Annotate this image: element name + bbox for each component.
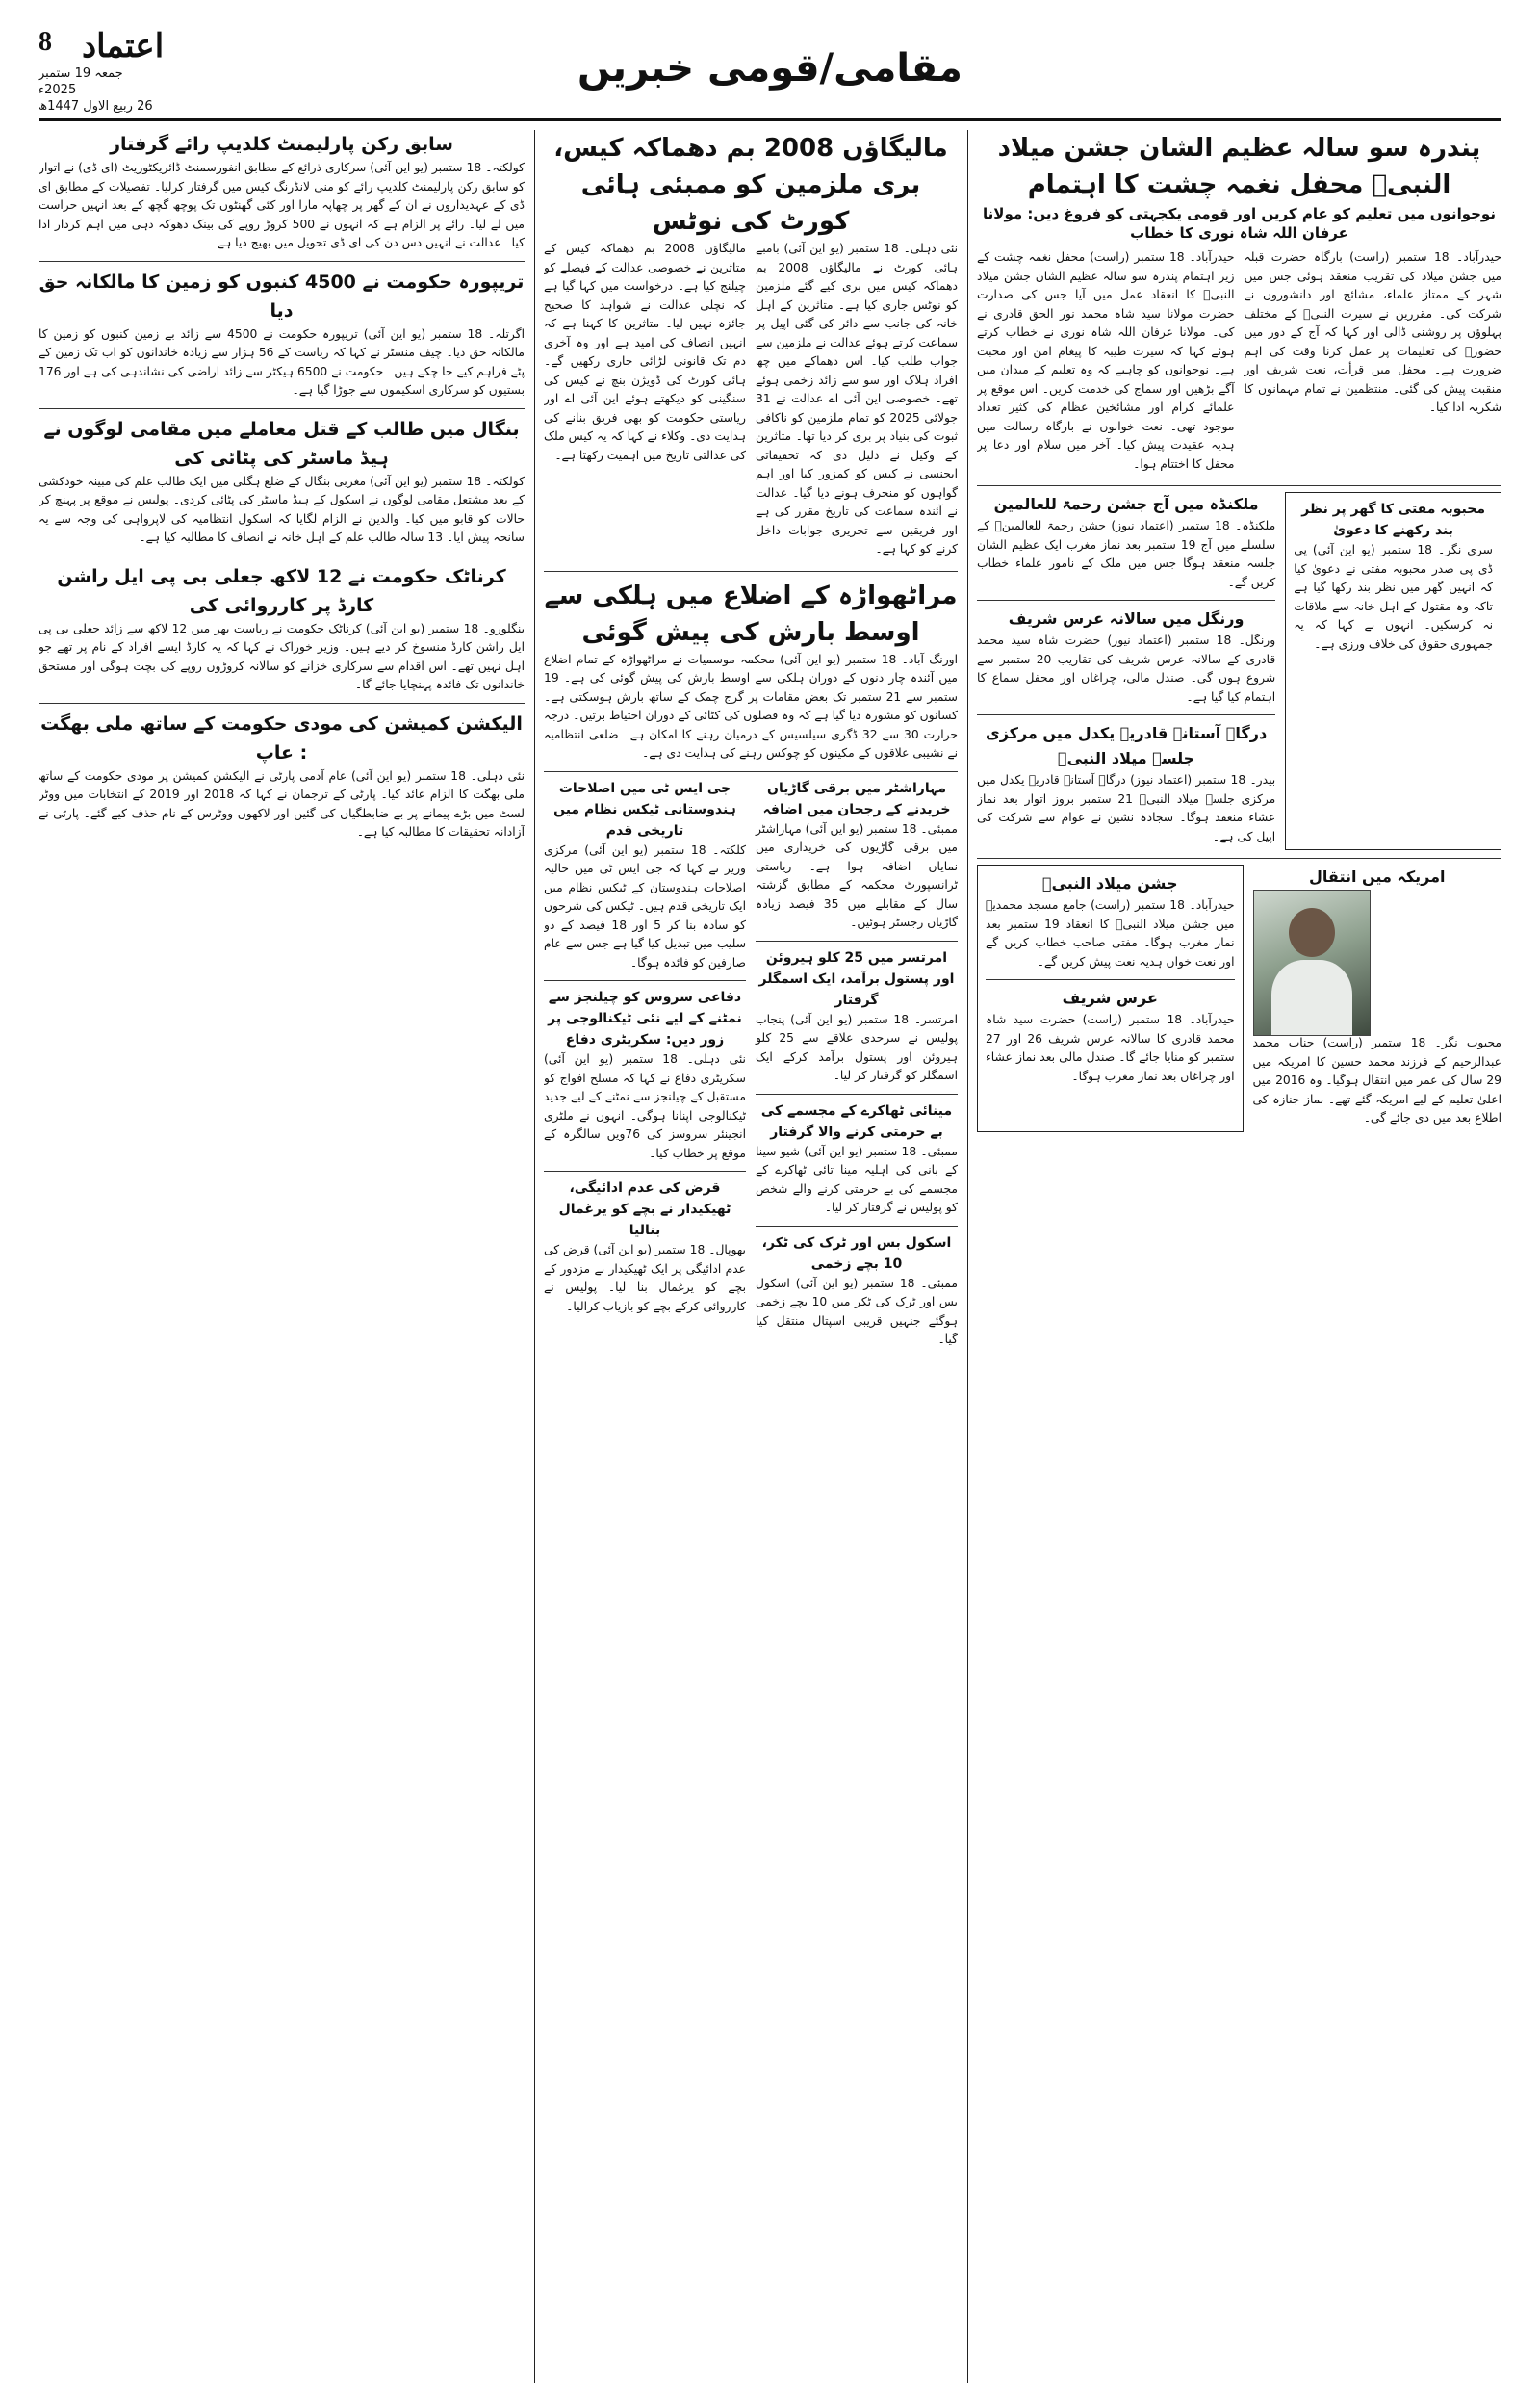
headline: مراٹھواڑہ کے اضلاع میں ہلکی سے اوسط بارش کی پیش گوئی — [544, 581, 958, 647]
article-body: بیدر۔ 18 ستمبر (اعتماد نیوز) درگاہ آستانہ قادریہ یکدل میں مرکزی جلسہ میلاد النبیؐ 21 ستمبر بروز اتوار بعد نماز عشاء منعقد ہوگا۔ سجادہ نشین نے عوام سے شرکت کی اپیل کی ہے۔ — [977, 773, 1276, 843]
article-body: بھوپال۔ 18 ستمبر (یو این آئی) قرض کی عدم ادائیگی پر ایک ٹھیکیدار نے مزدور کے بچے کو یرغمال بنا لیا۔ پولیس نے کارروائی کرکے بچے کو بازیاب کرالیا۔ — [544, 1243, 746, 1313]
article-body: ملکنڈہ۔ 18 ستمبر (اعتماد نیوز) جشن رحمۃ للعالمینؐ کے سلسلے میں آج 19 ستمبر بعد نماز مغرب ایک عظیم الشان جلسہ منعقد ہوگا جس میں ملک کے نامور علماء خطاب کریں گے۔ — [977, 519, 1276, 589]
article-body: حیدرآباد۔ 18 ستمبر (راست) حضرت سید شاہ محمد قادری کا سالانہ عرس شریف 26 اور 27 ستمبر کو منایا جائے گا۔ صندل مالی بعد نماز عشاء اور چراغاں بعد نماز مغرب ہوگا۔ — [986, 1013, 1235, 1083]
divider — [544, 1171, 746, 1172]
article-body: حیدرآباد۔ 18 ستمبر (راست) محفل نغمہ چشت کے زیر اہتمام پندرہ سو سالہ عظیم الشان جشن میلاد النبیؐ کا انعقاد عمل میں آیا جس کی صدارت حضرت مولانا سید شاہ محمد نور الحق قادری نے کی۔ مولانا عرفان اللہ شاہ نوری نے خطاب کرتے ہوئے کہا کہ سیرت طیبہ کا پیغام امن اور محبت ہے۔ نوجوانوں کو چاہیے کہ وہ تعلیم کے میدان میں آگے بڑھیں اور سماج کی خدمت کریں۔ اس موقع پر علمائے کرام اور مشائخین عظام کی کثیر تعداد موجود تھی۔ نعت خوانوں نے بارگاہ رسالت میں ہدیہ عقیدت پیش کیا۔ آخر میں سلام اور دعا پر محفل کا اختتام ہوا۔ — [977, 250, 1235, 471]
photo-body — [1271, 960, 1352, 1036]
short-news-grid — [977, 492, 1502, 850]
column-rule — [534, 130, 535, 2383]
headline: جشن میلاد النبیؐ — [1042, 874, 1178, 893]
headline: امرتسر میں 25 کلو ہیروئن اور پستول برآمد، ایک اسمگلر گرفتار — [758, 949, 955, 1008]
boxed-news — [1285, 492, 1502, 850]
article-body: اگرتلہ۔ 18 ستمبر (یو این آئی) تریپورہ حکومت نے 4500 سے زائد بے زمین کنبوں کو زمین کا مالکانہ حق دیا۔ چیف منسٹر نے کہا کہ ریاست کے 56 ہزار سے زیادہ خاندانوں کو اب تک زمین کے پٹے فراہم کیے جا چکے ہیں۔ حکومت نے 6500 ہیکٹر سے زائد اراضی کی نشاندہی کی ہے اور 176 بستیوں کو سرکاری اسکیموں سے جوڑا گیا ہے۔ — [38, 326, 525, 397]
article-body: نئی دہلی۔ 18 ستمبر (یو این آئی) عام آدمی پارٹی نے الیکشن کمیشن پر مودی حکومت کے ساتھ ملی بھگت کا الزام عائد کیا۔ پارٹی کے ترجمان نے کہا کہ 2018 اور 2019 کے انتخابات میں ووٹر لسٹ میں بڑے پیمانے پر بے ضابطگیاں کی گئیں اور لاکھوں ووٹرس کے نام حذف کیے گئے۔ پارٹی نے آزادانہ تحقیقات کا مطالبہ کیا ہے۔ — [38, 768, 525, 839]
article-body: کولکتہ۔ 18 ستمبر (یو این آئی) مغربی بنگال کے ضلع ہگلی میں ایک طالب علم کی مبینہ خودکشی کے بعد مشتعل مقامی لوگوں نے اسکول کے ہیڈ ماسٹر کی پٹائی کردی۔ پولیس نے موقع پر پہنچ کر حالات کو قابو میں کیا۔ والدین نے الزام لگایا کہ اسکول انتظامیہ کی لاپرواہی کی وجہ سے یہ سانحہ پیش آیا۔ 13 سالہ طالب علم کے اہل خانہ نے انصاف کا مطالبہ کیا ہے۔ — [38, 474, 525, 544]
masthead — [38, 27, 1502, 121]
headline: تریپورہ حکومت نے 4500 کنبوں کو زمین کا مالکانہ حق دیا — [38, 271, 525, 322]
divider — [986, 979, 1235, 980]
column-right — [977, 130, 1502, 2383]
section-title: مقامی/قومی خبریں — [578, 46, 962, 91]
headline: مہاراشٹر میں برقی گاڑیاں خریدنے کے رجحان میں اضافہ — [762, 780, 951, 817]
article-body: نئی دہلی۔ 18 ستمبر (یو این آئی) بامبے ہائی کورٹ نے مالیگاؤں 2008 بم دھماکہ کیس میں بری کیے گئے ملزمین کو نوٹس جاری کیا ہے۔ متاثرین کے اہل خانہ کی جانب سے دائر کی گئی اپیل پر سماعت کرتے ہوئے عدالت نے ملزمین سے جواب طلب کیا۔ اس دھماکے میں چھ افراد ہلاک اور سو سے زائد زخمی ہوئے تھے۔ خصوصی این آئی اے عدالت نے 31 جولائی 2025 کو تمام ملزمین کو ناکافی ثبوت کی بنیاد پر بری کر دیا تھا۔ متاثرین کے وکیل نے دلیل دی کہ تحقیقاتی ایجنسی نے کیس کو کمزور کیا اور اہم گواہوں کو منحرف ہونے دیا گیا۔ عدالت نے آئندہ سماعت کی تاریخ مقرر کی ہے اور فریقین سے تحریری جوابات داخل کرنے کو کہا ہے۔ — [756, 242, 958, 556]
boxed-news — [977, 865, 1244, 1132]
divider — [544, 771, 958, 772]
news-stack — [977, 492, 1275, 850]
article-body: محبوب نگر۔ 18 ستمبر (راست) جناب محمد عبدالرحیم کے فرزند محمد حسین کا امریکہ میں 29 سال کی عمر میں انتقال ہوگیا۔ وہ 2016 میں اعلیٰ تعلیم کے لیے امریکہ گئے تھے۔ نماز جنازہ کی اطلاع بعد میں دی جائے گی۔ — [1252, 1036, 1502, 1125]
newspaper-logo: اعتماد — [82, 27, 165, 65]
headline: ورنگل میں سالانہ عرس شریف — [1008, 609, 1245, 628]
divider — [38, 261, 525, 262]
date-hijri: 26 ربیع الاول 1447ھ — [38, 99, 153, 114]
headline: اسکول بس اور ٹرک کی ٹکر، 10 بچے زخمی — [761, 1234, 952, 1272]
headline-lead: پندرہ سو سالہ عظیم الشان جشن میلاد النبیؐ محفل نغمہ چشت کا اہتمام — [997, 134, 1481, 199]
date-gregorian: جمعہ 19 ستمبر 2025ء — [38, 66, 123, 97]
headline: سابق رکن پارلیمنٹ کلدیپ رائے گرفتار — [110, 134, 453, 155]
article-body: حیدرآباد۔ 18 ستمبر (راست) جامع مسجد محمدیہ میں جشن میلاد النبیؐ کا انعقاد 19 ستمبر بعد نماز مغرب ہوگا۔ مفتی صاحب خطاب کریں گے اور نعت خواں ہدیہ نعت پیش کریں گے۔ — [986, 898, 1235, 969]
divider — [977, 600, 1275, 601]
article-body: ورنگل۔ 18 ستمبر (اعتماد نیوز) حضرت شاہ سید محمد قادری کے سالانہ عرس شریف کی تقاریب 20 ستمبر سے شروع ہوں گی۔ صندل مالی، چراغاں اور محفل سماع کا اہتمام کیا گیا ہے۔ — [977, 634, 1276, 704]
article-body: اورنگ آباد۔ 18 ستمبر (یو این آئی) محکمہ موسمیات نے مراٹھواڑہ کے تمام اضلاع میں آئندہ چار دنوں کے دوران ہلکی سے اوسط بارش کی پیش گوئی کی ہے۔ 19 ستمبر سے 21 ستمبر تک بعض مقامات پر گرج چمک کے ساتھ بارش ہوسکتی ہے۔ کسانوں کو مشورہ دیا گیا ہے کہ وہ فصلوں کی کٹائی کے دوران احتیاط برتیں۔ درجہ حرارت 30 سے 32 ڈگری سیلسیس کے درمیان رہنے کا امکان ہے۔ ضلعی انتظامیہ نے نشیبی علاقوں کے مکینوں کو چوکس رہنے کی ہدایت دی ہے۔ — [544, 652, 958, 760]
divider — [977, 858, 1502, 859]
photo-head — [1289, 908, 1335, 957]
headline-lead: مالیگاؤں 2008 بم دھماکہ کیس، بری ملزمین کو ممبئی ہائی کورٹ کی نوٹس — [553, 134, 948, 236]
article-body: کولکتہ۔ 18 ستمبر (یو این آئی) سرکاری ذرائع کے مطابق انفورسمنٹ ڈائریکٹوریٹ (ای ڈی) نے اتوار کو سابق رکن پارلیمنٹ کلدیپ رائے کو منی لانڈرنگ کیس میں گرفتار کرلیا۔ تفصیلات کے مطابق ای ڈی کے عہدیداروں نے ان کے گھر پر چھاپہ مارا اور کئی گھنٹوں تک پوچھ گچھ کے بعد انہیں حراست میں لے لیا۔ رائے پر الزام ہے کہ انہوں نے 500 کروڑ روپے کی بینک دھوکہ دہی میں اہم کردار ادا کیا۔ عدالت نے انہیں دس دن کی ای ڈی تحویل میں بھیج دیا ہے۔ — [38, 161, 525, 249]
two-column-body — [977, 248, 1502, 478]
column-rule — [967, 130, 968, 2383]
article-body: ممبئی۔ 18 ستمبر (یو این آئی) مہاراشٹر میں برقی گاڑیوں کی خریداری میں نمایاں اضافہ ہوا ہے۔ ریاستی ٹرانسپورٹ محکمہ کے مطابق گزشتہ سال کے مقابلے میں 35 فیصد زیادہ گاڑیاں رجسٹر ہوئیں۔ — [756, 821, 958, 929]
divider — [977, 714, 1275, 715]
portrait-photo — [1253, 890, 1371, 1036]
headline: ملکنڈہ میں آج جشن رحمۃ للعالمین — [993, 495, 1259, 513]
article-body: ممبئی۔ 18 ستمبر (یو این آئی) شیو سینا کے بانی کی اہلیہ مینا تائی ٹھاکرے کے مجسمے کی بے حرمتی کرنے والے شخص کو پولیس نے گرفتار کر لیا۔ — [756, 1144, 958, 1214]
subheadline: نوجوانوں میں تعلیم کو عام کریں اور قومی یکجہتی کو فروغ دیں: مولانا عرفان اللہ شاہ نوری کا خطاب — [983, 205, 1496, 242]
headline: مینائی ٹھاکرے کے مجسمے کی بے حرمتی کرنے والا گرفتار — [760, 1102, 953, 1140]
short-news-grid — [544, 778, 958, 1354]
divider — [38, 703, 525, 704]
divider — [38, 408, 525, 409]
headline: قرض کی عدم ادائیگی، ٹھیکیدار نے بچے کو یرغمال بنالیا — [558, 1180, 732, 1238]
news-stack — [756, 778, 958, 1354]
photo-frame — [1253, 890, 1502, 1034]
news-stack — [544, 778, 746, 1354]
headline: درگاہ آستانہ قادریہ یکدل میں مرکزی جلسہ میلاد النبیؐ — [986, 724, 1268, 767]
headline: محبوبہ مفتی کا گھر پر نظر بند رکھنے کا دعویٰ — [1301, 502, 1485, 538]
article-body: بنگلورو۔ 18 ستمبر (یو این آئی) کرناٹک حکومت نے ریاست بھر میں 12 لاکھ سے زائد جعلی بی پی ایل راشن کارڈ منسوخ کر دیے ہیں۔ وزیر خوراک نے کہا کہ یہ کارڈ ایسے افراد کے نام پر تھے جو اہل نہیں تھے۔ اس اقدام سے سرکاری خزانے کو سالانہ کروڑوں روپے کی بچت ہوگی اور مستحق خاندانوں تک فائدہ پہنچایا جائے گا۔ — [38, 621, 525, 691]
article-body: امرتسر۔ 18 ستمبر (یو این آئی) پنجاب پولیس نے سرحدی علاقے سے 25 کلو ہیروئن اور پستول برآمد کرکے ایک اسمگلر کو گرفتار کر لیا۔ — [756, 1012, 958, 1082]
divider — [756, 1094, 958, 1095]
article-body: سری نگر۔ 18 ستمبر (یو این آئی) پی ڈی پی صدر محبوبہ مفتی نے دعویٰ کیا کہ انہیں گھر میں نظر بند رکھا گیا ہے تاکہ وہ مقتول کے اہل خانہ سے ملاقات نہ کرسکیں۔ انہوں نے کہا کہ یہ جمہوری حقوق کی خلاف ورزی ہے۔ — [1294, 543, 1493, 651]
two-column-body — [544, 240, 958, 563]
article-body: نئی دہلی۔ 18 ستمبر (یو این آئی) سکریٹری دفاع نے کہا کہ مسلح افواج کو مستقبل کے چیلنجز سے نمٹنے کے لیے جدید ٹیکنالوجی اپنانا ہوگی۔ انہوں نے ملٹری انجینئر سروسز کی 76ویں سالگرہ کے موقع پر خطاب کیا۔ — [544, 1052, 746, 1160]
headline: دفاعی سروس کو چیلنجز سے نمٹنے کے لیے نئی ٹیکنالوجی پر زور دیں: سکریٹری دفاع — [548, 990, 742, 1048]
headline: الیکشن کمیشن کی مودی حکومت کے ساتھ ملی بھگت : عاپ — [40, 712, 523, 764]
article-body: کلکتہ۔ 18 ستمبر (یو این آئی) مرکزی وزیر نے کہا کہ جی ایس ٹی میں حالیہ اصلاحات ہندوستان کے ٹیکس نظام میں ایک تاریخی قدم ہیں۔ ٹیکس کی شرحوں کو سادہ بنا کر 5 اور 18 فیصد کے دو سلیب میں تبدیل کیا گیا ہے جس سے عام صارفین کو فائدہ ہوگا۔ — [544, 842, 746, 970]
obituary — [1253, 865, 1502, 1132]
divider — [756, 941, 958, 942]
article-body: ممبئی۔ 18 ستمبر (یو این آئی) اسکول بس اور ٹرک کی ٹکر میں 10 بچے زخمی ہوگئے جنہیں قریبی اسپتال منتقل کیا گیا۔ — [756, 1276, 958, 1346]
headline: عرس شریف — [1062, 989, 1158, 1007]
column-left — [38, 130, 525, 2378]
bottom-news-grid — [977, 865, 1502, 1132]
article-body: حیدرآباد۔ 18 ستمبر (راست) بارگاہ حضرت قبلہ میں جشن میلاد کی تقریب منعقد ہوئی جس میں شہر کے ممتاز علماء، مشائخ اور دانشوروں نے شرکت کی۔ مقررین نے سیرت النبیؐ کے مختلف پہلوؤں پر روشنی ڈالی اور کہا کہ آج کے دور میں حضورؐ کی تعلیمات پر عمل کرنا وقت کی اہم ضرورت ہے۔ محفل میں قرأت، نعت شریف اور منقبت پیش کی گئی۔ منتظمین نے تمام مہمانوں کا شکریہ ادا کیا۔ — [1244, 250, 1502, 414]
article-body: مالیگاؤں 2008 بم دھماکہ کیس کے متاثرین نے خصوصی عدالت کے فیصلے کو چیلنج کیا ہے۔ درخواست میں کہا گیا ہے کہ نچلی عدالت نے شواہد کا صحیح جائزہ نہیں لیا۔ متاثرین کا کہنا ہے کہ انہیں انصاف کی امید ہے اور وہ آخری دم تک قانونی لڑائی جاری رکھیں گے۔ ہائی کورٹ کی ڈویژن بنچ نے کیس کی سنگینی کو دیکھتے ہوئے این آئی اے اور ریاستی حکومت کو بھی فریق بنانے کی ہدایت دی۔ وکلاء نے کہا کہ یہ کیس ملک کی عدالتی تاریخ میں اہمیت رکھتا ہے۔ — [544, 242, 746, 462]
divider — [544, 980, 746, 981]
divider — [756, 1226, 958, 1227]
divider — [977, 485, 1502, 486]
page-number: 8 — [38, 27, 52, 57]
headline: بنگال میں طالب کے قتل معاملے میں مقامی لوگوں نے ہیڈ ماسٹر کی پٹائی کی — [43, 418, 520, 469]
column-middle — [544, 130, 958, 2383]
headline: جی ایس ٹی میں اصلاحات ہندوستانی ٹیکس نظام میں تاریخی قدم — [553, 780, 736, 839]
divider — [544, 571, 958, 572]
headline: امریکہ میں انتقال — [1309, 867, 1446, 886]
headline: کرناٹک حکومت نے 12 لاکھ جعلی بی پی ایل راشن کارڈ پر کارروائی کی — [57, 565, 506, 616]
